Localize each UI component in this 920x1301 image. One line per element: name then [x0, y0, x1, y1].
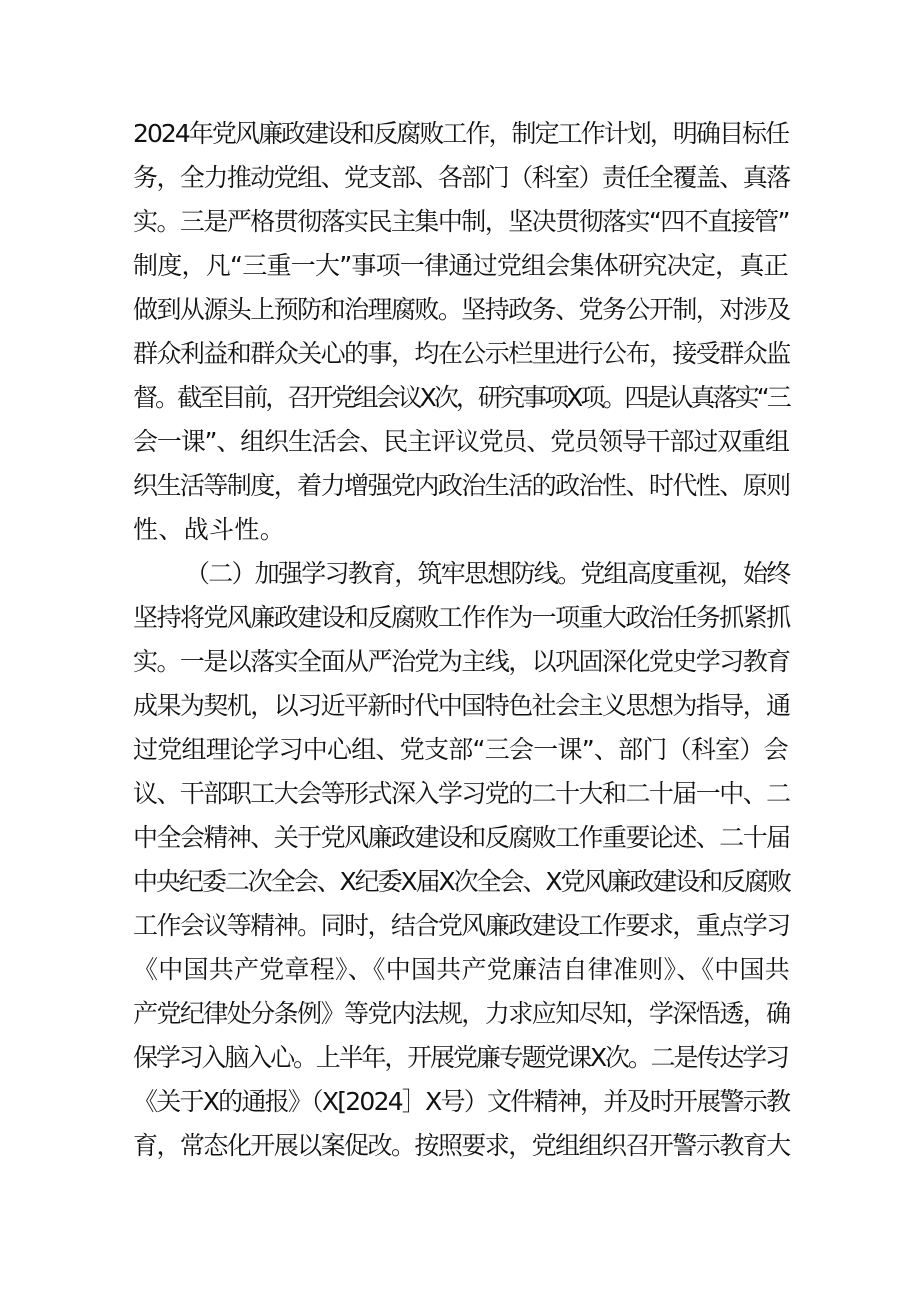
text-line: 2024年党风廉政建设和反腐败工作，制定工作计划，明确目标任	[133, 119, 789, 148]
text-line: 过党组理论学习中心组、党支部“三会一课”、部门（科室）会	[133, 735, 788, 764]
text-line: 实。三是严格贯彻落实民主集中制，坚决贯彻落实“四不直接管”	[133, 207, 789, 236]
text-line: 中央纪委二次全会、X纪委X届X次全会、X党风廉政建设和反腐败	[133, 867, 791, 896]
text-line: 保学习入脑入心。上半年，开展党廉专题党课X次。二是传达学习	[133, 1043, 788, 1072]
text-line: 《中国共产党章程》、《中国共产党廉洁自律准则》、《中国共	[133, 955, 791, 984]
text-line: 会一课”、组织生活会、民主评议党员、党员领导干部过双重组	[133, 427, 789, 456]
text-line: 做到从源头上预防和治理腐败。坚持政务、党务公开制，对涉及	[133, 295, 790, 324]
text-line: 群众利益和群众关心的事，均在公示栏里进行公布，接受群众监	[133, 339, 790, 368]
section-heading-line: （二）加强学习教育，筑牢思想防线。党组高度重视，始终	[185, 559, 790, 588]
text-line: 产党纪律处分条例》等党内法规，力求应知尽知，学深悟透，确	[133, 999, 790, 1028]
text-line: 性、战斗性。	[133, 515, 286, 544]
text-line: 《关于X的通报》（X[2024］X号）文件精神，并及时开展警示教	[133, 1087, 790, 1116]
text-line: 务，全力推动党组、党支部、各部门（科室）责任全覆盖、真落	[133, 163, 790, 192]
text-line: 督。截至目前，召开党组会议X次，研究事项X项。四是认真落实“三	[133, 383, 789, 412]
text-line: 织生活等制度，着力增强党内政治生活的政治性、时代性、原则	[133, 471, 790, 500]
text-line: 工作会议等精神。同时，结合党风廉政建设工作要求，重点学习	[133, 911, 790, 940]
text-line: 中全会精神、关于党风廉政建设和反腐败工作重要论述、二十届	[133, 823, 790, 852]
text-line: 育，常态化开展以案促改。按照要求，党组组织召开警示教育大	[133, 1131, 790, 1160]
text-line: 实。一是以落实全面从严治党为主线，以巩固深化党史学习教育	[133, 647, 790, 676]
text-line: 议、干部职工大会等形式深入学习党的二十大和二十届一中、二	[133, 779, 790, 808]
text-line: 制度，凡“三重一大”事项一律通过党组会集体研究决定，真正	[133, 251, 788, 280]
text-line: 坚持将党风廉政建设和反腐败工作作为一项重大政治任务抓紧抓	[133, 603, 790, 632]
text-line: 成果为契机，以习近平新时代中国特色社会主义思想为指导，通	[133, 691, 790, 720]
